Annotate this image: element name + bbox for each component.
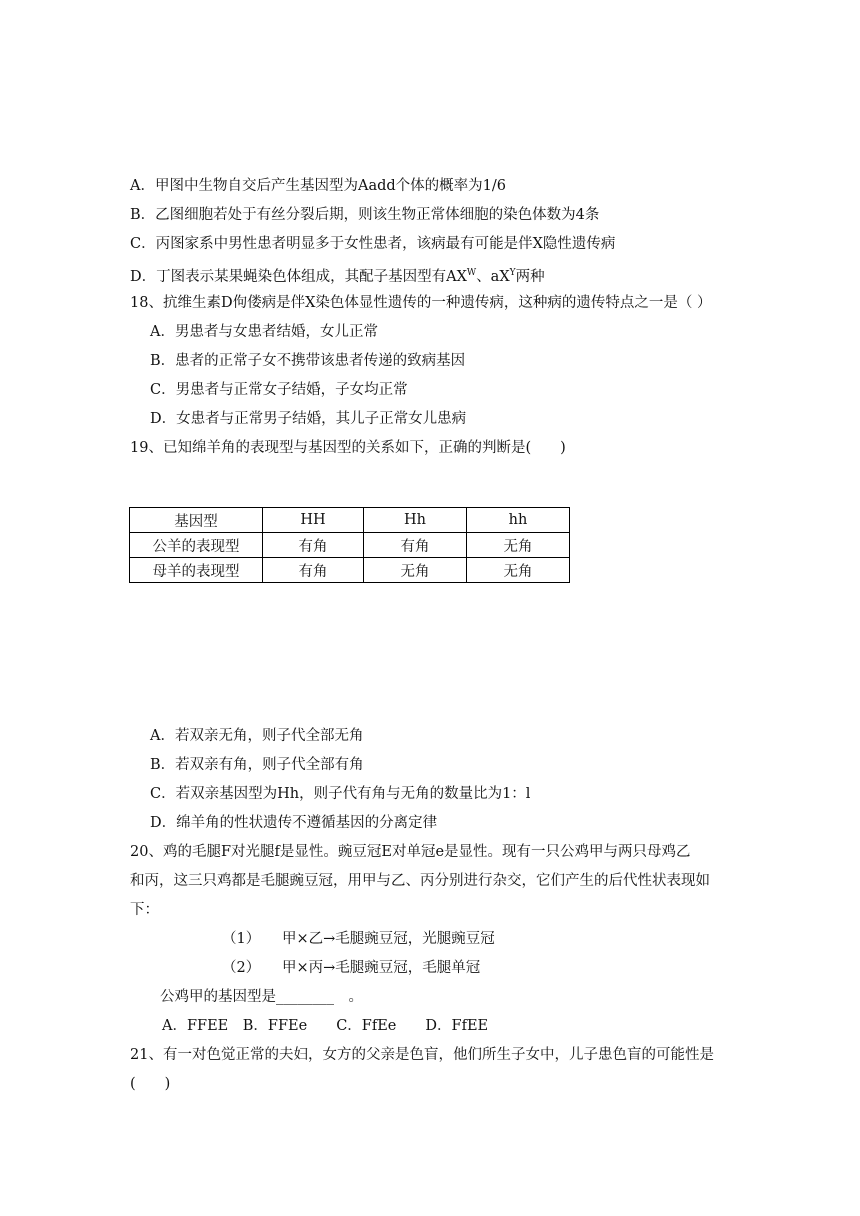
q17-option-d-mid: 、aX <box>476 268 510 285</box>
table-cell: 有角 <box>263 533 364 558</box>
q20-question: 公鸡甲的基因型是________ 。 <box>160 989 363 1005</box>
table-cell: 公羊的表现型 <box>130 533 263 558</box>
q18-option-d: D．女患者与正常男子结婚，其儿子正常女儿患病 <box>150 411 467 427</box>
table-row <box>130 508 570 533</box>
q17-option-d <box>130 263 545 287</box>
q20-stem-line2: 和丙，这三只鸡都是毛腿豌豆冠，用甲与乙、丙分别进行杂交，它们产生的后代性状表现如 <box>130 873 710 889</box>
q21-stem-line1: 21、有一对色觉正常的夫妇，女方的父亲是色盲，他们所生子女中，儿子患色盲的可能性是 <box>130 1047 714 1063</box>
q20-options: A．FFEE B．FFEe C．FfEe D．FfEE <box>162 1018 489 1034</box>
q17-option-b: B．乙图细胞若处于有丝分裂后期，则该生物正常体细胞的染色体数为4条 <box>130 207 600 223</box>
table-row <box>130 533 570 558</box>
superscript-w: W <box>466 268 477 278</box>
table-cell: hh <box>467 508 570 533</box>
table-cell: 有角 <box>263 558 364 583</box>
q18-option-c: C．男患者与正常女子结婚，子女均正常 <box>150 382 408 398</box>
table-cell: 母羊的表现型 <box>130 558 263 583</box>
q18-stem: 18、抗维生素D佝偻病是伴X染色体显性遗传的一种遗传病，这种病的遗传特点之一是（ ） <box>130 295 712 311</box>
q19-stem: 19、已知绵羊角的表现型与基因型的关系如下，正确的判断是( ) <box>130 440 566 456</box>
q19-option-a: A．若双亲无角，则子代全部无角 <box>150 728 364 744</box>
table-cell: Hh <box>364 508 467 533</box>
q17-option-a: A．甲图中生物自交后产生基因型为Aadd个体的概率为1/6 <box>130 178 506 194</box>
q20-cross-2: （2） 甲×丙→毛腿豌豆冠，毛腿单冠 <box>222 960 481 976</box>
table-cell: 无角 <box>364 558 467 583</box>
table-cell: 无角 <box>467 533 570 558</box>
table-cell: HH <box>263 508 364 533</box>
q17-option-c: C．丙图家系中男性患者明显多于女性患者，该病最有可能是伴X隐性遗传病 <box>130 236 616 252</box>
q18-option-b: B．患者的正常子女不携带该患者传递的致病基因 <box>150 353 466 369</box>
q20-stem-line3: 下： <box>130 902 159 918</box>
table-cell: 有角 <box>364 533 467 558</box>
q20-cross-1: （1） 甲×乙→毛腿豌豆冠，光腿豌豆冠 <box>222 931 495 947</box>
q17-option-d-text: D．丁图表示某果蝇染色体组成，其配子基因型有AX <box>130 268 467 285</box>
q17-option-d-end: 两种 <box>515 268 545 285</box>
q20-stem-line1: 20、鸡的毛腿F对光腿f是显性。豌豆冠E对单冠e是显性。现有一只公鸡甲与两只母鸡乙 <box>130 844 691 860</box>
table-cell: 无角 <box>467 558 570 583</box>
q21-stem-line2: ( ) <box>130 1076 171 1092</box>
q19-option-d: D．绵羊角的性状遗传不遵循基因的分离定律 <box>150 815 438 831</box>
table-cell: 基因型 <box>130 508 263 533</box>
table-row <box>130 558 570 583</box>
genotype-phenotype-table <box>129 507 570 583</box>
q19-option-b: B．若双亲有角，则子代全部有角 <box>150 757 364 773</box>
q19-option-c: C．若双亲基因型为Hh，则子代有角与无角的数量比为1：l <box>150 786 531 802</box>
superscript-y: Y <box>509 268 516 278</box>
q18-option-a: A．男患者与女患者结婚，女儿正常 <box>150 324 378 340</box>
